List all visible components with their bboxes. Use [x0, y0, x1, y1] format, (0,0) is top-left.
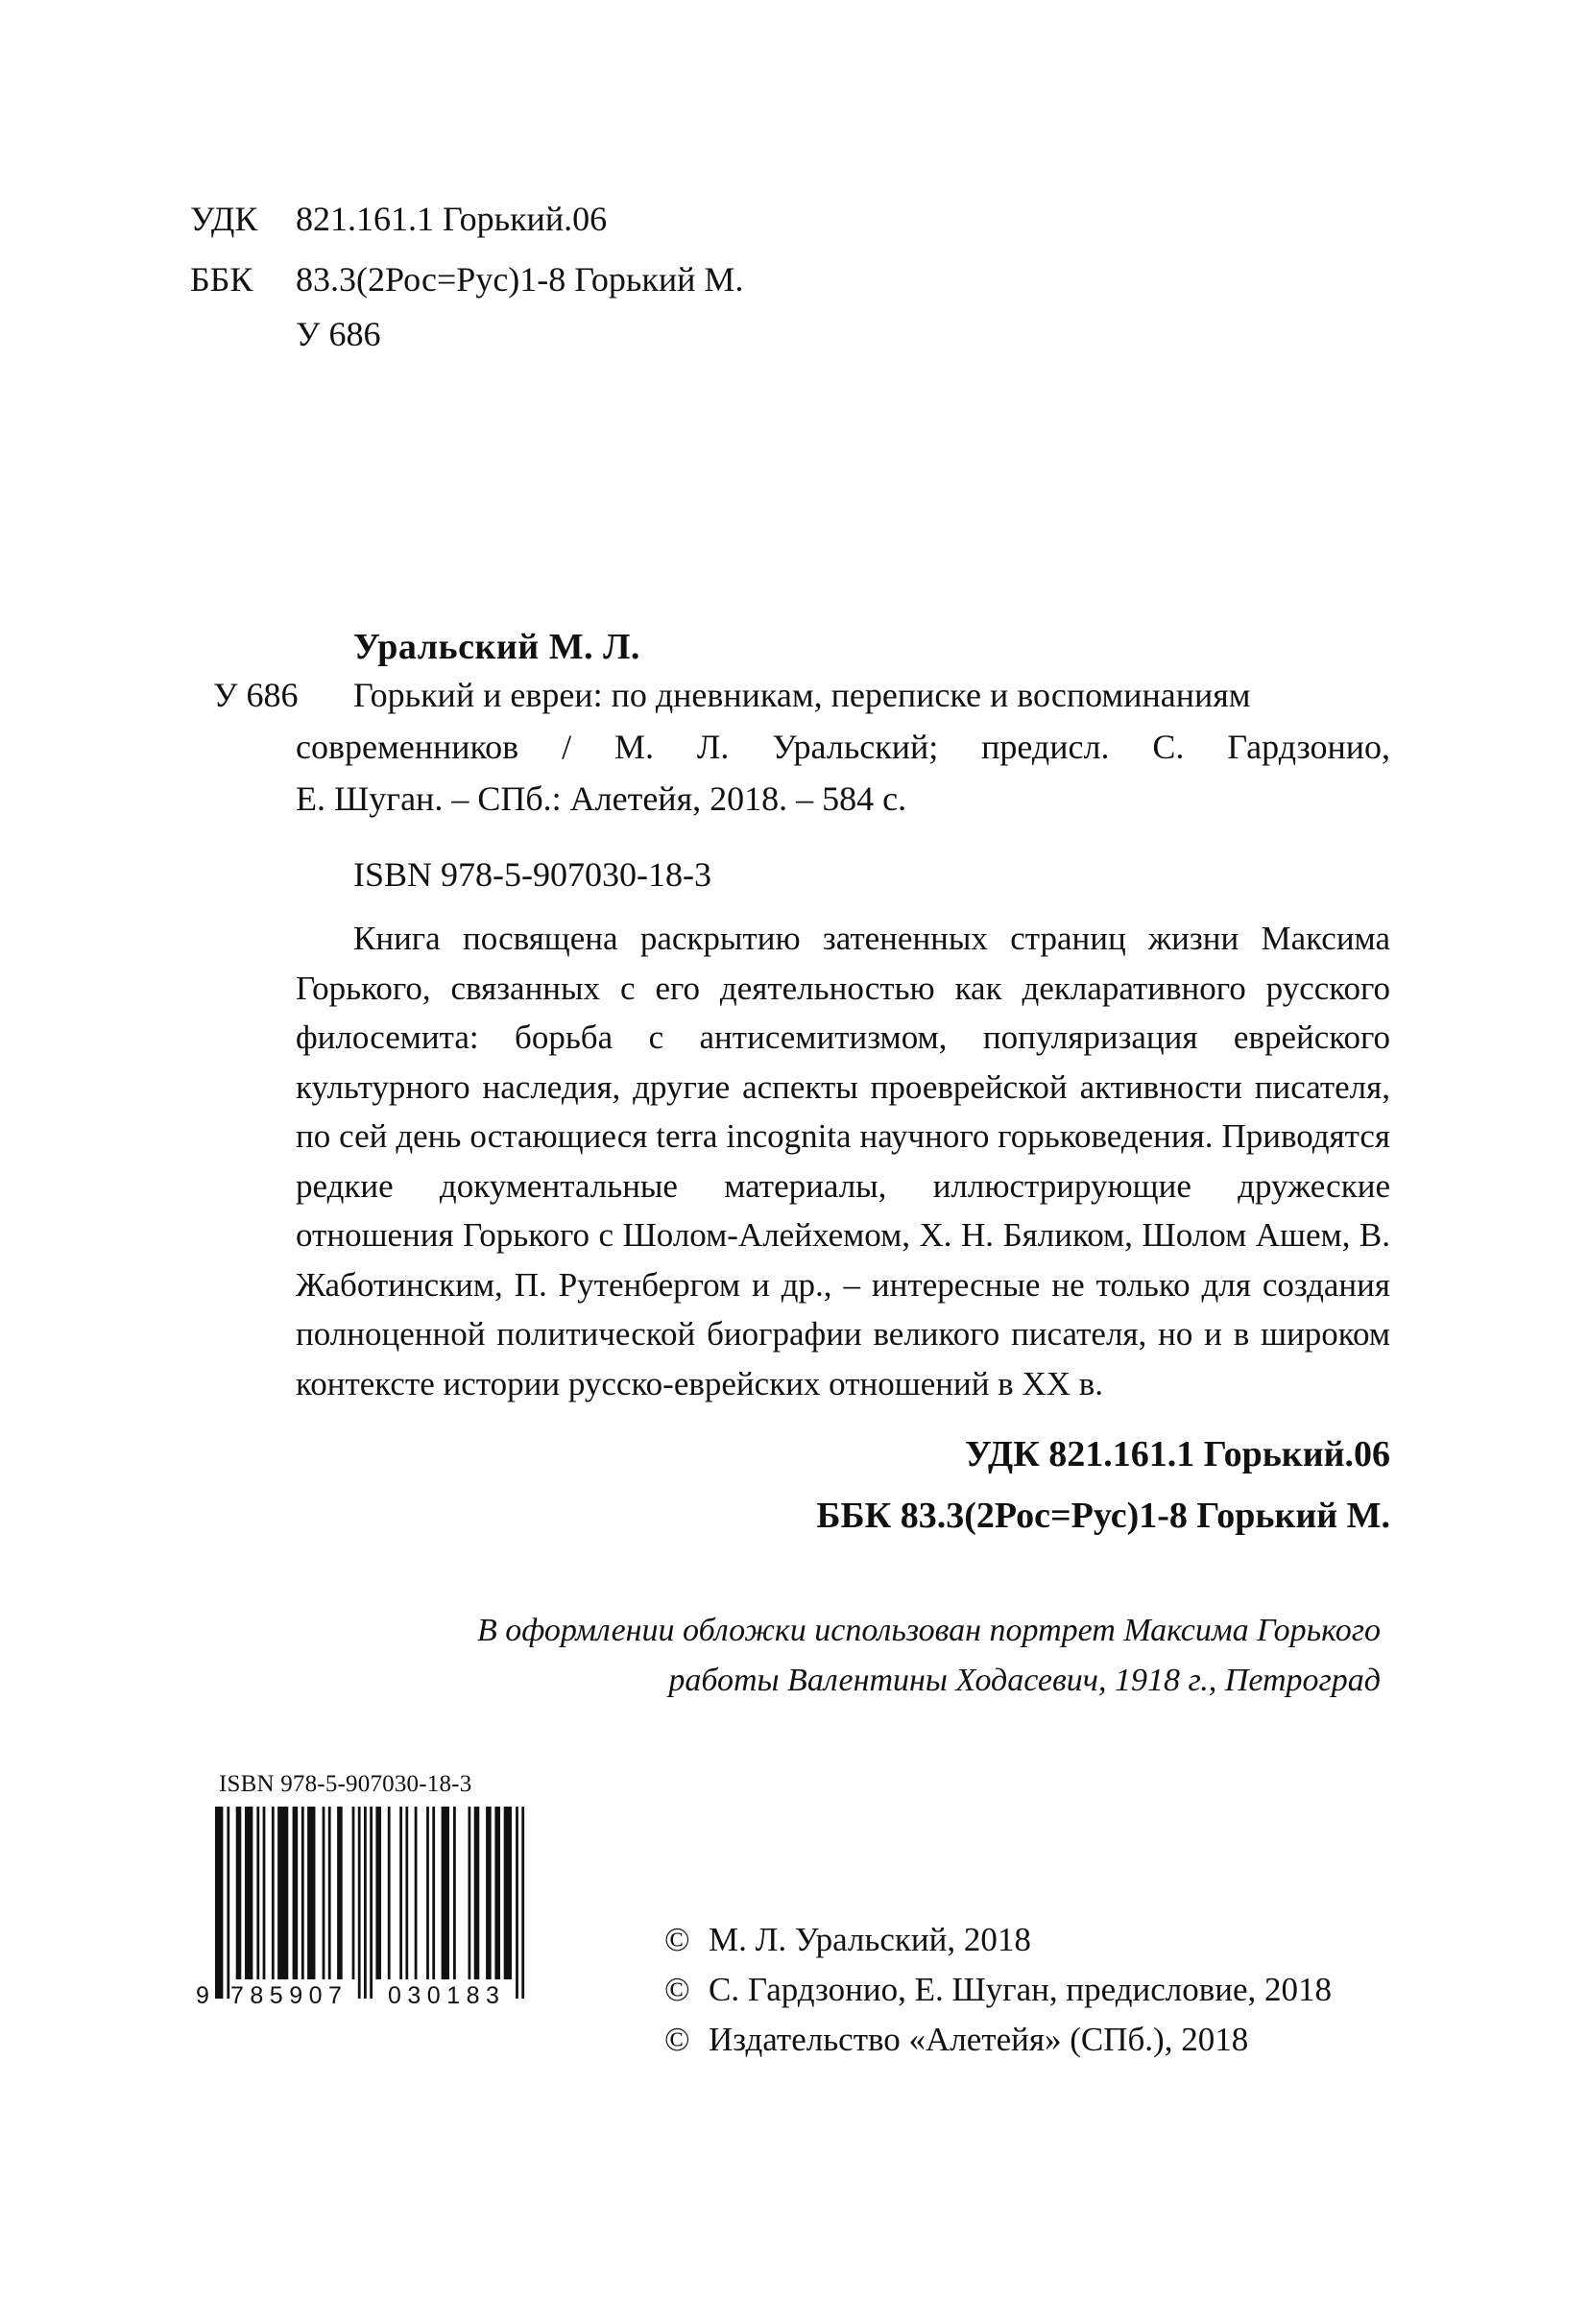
- copyright-symbol: ©: [664, 1971, 690, 2008]
- entry-isbn: ISBN 978-5-907030-18-3: [353, 855, 711, 894]
- entry-title-line1: Горький и евреи: по дневникам, переписке и воспоминаниям: [353, 676, 1251, 714]
- barcode-bar: [256, 1807, 259, 1979]
- barcode-bar: [245, 1807, 253, 1979]
- barcode-bar: [494, 1807, 500, 1979]
- barcode-bar: [227, 1807, 229, 1999]
- barcode-digits-left: 785907: [230, 1982, 349, 2009]
- barcode-bar: [442, 1807, 449, 1979]
- copyright-line2: [664, 1973, 1332, 2006]
- barcode-bar: [323, 1807, 325, 1979]
- classification-udk: УДК 821.161.1 Горький.06: [965, 1434, 1390, 1474]
- barcode-bar: [358, 1807, 361, 1999]
- copyright-line3: [664, 2023, 1248, 2056]
- entry-title: [296, 669, 1390, 825]
- barcode-bar: [426, 1807, 429, 1979]
- barcode-bar: [370, 1807, 373, 1999]
- annotation: Книга посвящена раскрытию затененных страниц жизни Максима Горького, связанных с его деятельностью как декларативного русского филосемита: борьба с антисемитизмом, популяризация еврейского культурного наследия, другие аспекты проеврейской активности писателя, по сей день остающиеся terra incognita научного горьковедения. Приводятся редкие документальные материалы, иллюстрирующие дружеские отношения Горького с Шолом-Алейхемом, Х. Н. Бяликом, Шолом Ашем, В. Жаботинским, П. Рутенбергом и др., – интересные не только для создания полноценной политической биографии великого писателя, но и в широком контексте истории русско-еврейских отношений в ХХ в.: [296, 920, 1390, 1402]
- barcode-bar: [388, 1807, 391, 1979]
- barcode-bar: [293, 1807, 299, 1979]
- bbk-value: 83.3(2Рос=Рус)1-8 Горький М.: [296, 260, 744, 299]
- barcode-bar: [504, 1807, 512, 1979]
- copyright-line3-text: Издательство «Алетейя» (СПб.), 2018: [709, 2021, 1249, 2058]
- barcode-bar: [375, 1807, 381, 1979]
- entry-title-line3: Е. Шуган. – СПб.: Алетейя, 2018. – 584 с.: [296, 779, 907, 818]
- udk-label: УДК: [190, 200, 258, 238]
- barcode-bar: [328, 1807, 331, 1979]
- barcode-bar: [474, 1807, 480, 1979]
- author-code-header: У 686: [296, 315, 381, 353]
- barcode: [196, 1807, 534, 2008]
- copyright-symbol: ©: [664, 1921, 690, 1958]
- barcode-bar: [453, 1807, 456, 1979]
- barcode-isbn: ISBN 978-5-907030-18-3: [219, 1771, 472, 1797]
- barcode-bar: [263, 1807, 266, 1979]
- copyright-line1: [664, 1923, 1031, 1956]
- barcode-bar: [215, 1807, 223, 1999]
- barcode-bar: [236, 1807, 242, 1979]
- copyright-line2-text: С. Гардзонио, Е. Шуган, предисловие, 2018: [709, 1971, 1333, 2008]
- entry-author-code: У 686: [213, 676, 299, 714]
- barcode-bar: [516, 1807, 518, 1999]
- barcode-bar: [352, 1807, 355, 1979]
- barcode-bar: [399, 1807, 402, 1979]
- copyright-symbol: ©: [664, 2021, 690, 2058]
- barcode-bar: [272, 1807, 275, 1979]
- barcode-bar: [301, 1807, 304, 1979]
- cover-credit-line1: В оформлении обложки использован портрет Максима Горького: [476, 1613, 1381, 1648]
- barcode-bar: [432, 1807, 435, 1979]
- bbk-label: ББК: [190, 260, 253, 299]
- barcode-bar: [405, 1807, 408, 1979]
- barcode-bar: [486, 1807, 492, 1979]
- barcode-bar: [277, 1807, 288, 1979]
- barcode-bar: [364, 1807, 367, 1999]
- barcode-bar: [469, 1807, 471, 1979]
- barcode-bar: [307, 1807, 315, 1979]
- udk-value: 821.161.1 Горький.06: [296, 200, 608, 238]
- cover-credit-line2: работы Валентины Ходасевич, 1918 г., Петроград: [668, 1663, 1381, 1698]
- barcode-digit-first: 9: [196, 1982, 209, 2009]
- entry-author: Уральский М. Л.: [353, 627, 640, 667]
- copyright-line1-text: М. Л. Уральский, 2018: [709, 1921, 1031, 1958]
- barcode-bar: [415, 1807, 418, 1979]
- barcode-digits-right: 030183: [388, 1982, 506, 2009]
- barcode-bar: [337, 1807, 343, 1979]
- entry-title-line2: современников / М. Л. Уральский; предисл. С. Гардзонио,: [296, 728, 1390, 766]
- barcode-bar: [521, 1807, 524, 1999]
- classification-bbk: ББК 83.3(2Рос=Рус)1-8 Горький М.: [816, 1496, 1390, 1536]
